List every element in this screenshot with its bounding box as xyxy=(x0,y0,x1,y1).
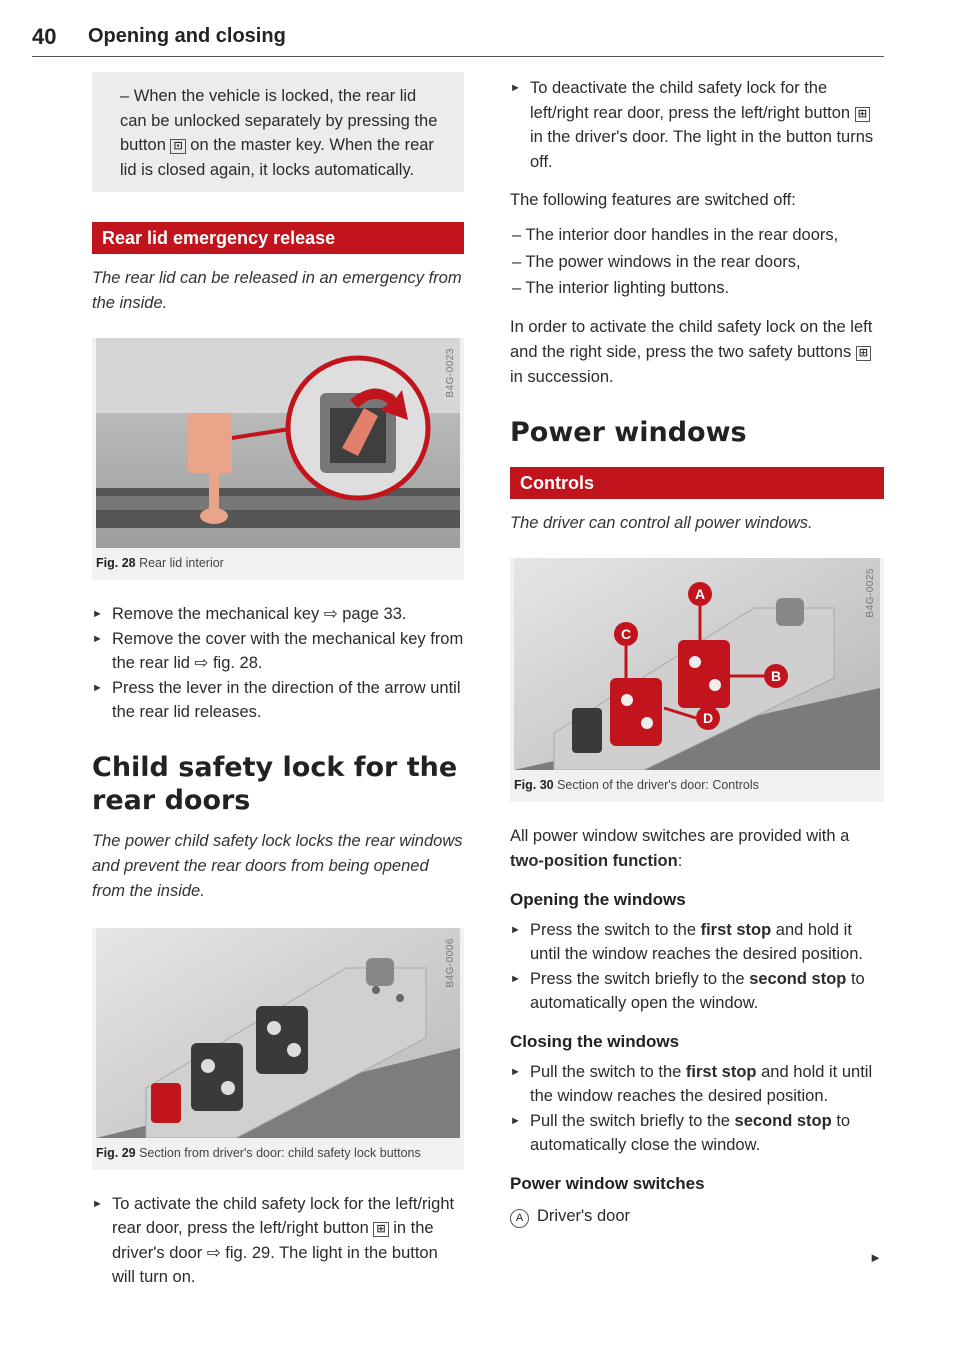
rear-lid-key-icon: ⊡ xyxy=(170,139,185,154)
power-window-controls-illustration xyxy=(514,558,880,770)
page-header xyxy=(32,22,884,57)
page-number: 40 xyxy=(32,24,57,49)
callout-b: B xyxy=(770,667,782,684)
callout-d: D xyxy=(702,709,714,726)
figure-29 xyxy=(92,928,464,1170)
features-intro: The following features are switched off: xyxy=(510,191,796,209)
emergency-release-heading: Rear lid emergency release xyxy=(92,222,464,254)
step-item: ► Remove the cover with the mechanical key from the rear lid ⇨ fig. 28. xyxy=(92,627,464,676)
figure-29-caption: Fig. 29 Section from driver's door: child safety lock buttons xyxy=(92,1138,464,1170)
deactivate-step: ► To deactivate the child safety lock for the left/right rear door, press the left/right button ⊞ in the driver's door. The light in the button turns off. xyxy=(510,76,884,174)
controls-heading: Controls xyxy=(510,467,884,499)
deactivate-steps xyxy=(510,76,884,174)
closing-step: ► Pull the switch briefly to the second stop to automatically close the window. xyxy=(510,1109,884,1158)
figure-code: B4G-0023 xyxy=(445,348,456,398)
two-position-text: All power window switches are provided with a two-position function: xyxy=(510,826,850,870)
both-sides-text: In order to activate the child safety lock on the left and the right side, press the two safety buttons ⊞ in succession. xyxy=(510,317,873,386)
activate-steps xyxy=(92,1192,464,1290)
feature-item: – The interior door handles in the rear doors, xyxy=(512,226,839,244)
opening-step: ► Press the switch briefly to the second stop to automatically open the window. xyxy=(510,967,884,1016)
power-windows-heading: Power windows xyxy=(510,416,747,448)
child-safety-lock-illustration xyxy=(96,928,460,1138)
note-text: – When the vehicle is locked, the rear lid can be unlocked separately by pressing the button ⊡ on the master key. When the rear lid is closed again, it locks automatically. xyxy=(120,87,438,179)
figure-code: B4G-0025 xyxy=(865,567,876,618)
section-title: Opening and closing xyxy=(88,25,286,47)
opening-step: ► Press the switch to the first stop and hold it until the window reaches the desired position. xyxy=(510,918,884,967)
figure-28-caption: Fig. 28 Rear lid interior xyxy=(92,548,464,580)
closing-step: ► Pull the switch to the first stop and hold it until the window reaches the desired position. xyxy=(510,1060,884,1109)
child-lock-button-icon: ⊞ xyxy=(373,1222,388,1237)
legend-a-badge: A xyxy=(510,1209,529,1228)
child-lock-heading: Child safety lock for the rear doors xyxy=(92,751,458,816)
left-column xyxy=(92,60,464,1290)
emergency-steps xyxy=(92,602,464,725)
right-column xyxy=(510,60,884,1229)
switches-heading: Power window switches xyxy=(510,1173,705,1193)
callout-a: A xyxy=(694,585,706,602)
step-item: ► Remove the mechanical key ⇨ page 33. xyxy=(92,602,464,627)
step-item: ► Press the lever in the direction of the arrow until the rear lid releases. xyxy=(92,676,464,725)
controls-intro: The driver can control all power windows. xyxy=(510,513,813,532)
feature-item: – The power windows in the rear doors, xyxy=(512,252,801,271)
callout-c: C xyxy=(620,625,632,642)
opening-heading: Opening the windows xyxy=(510,889,686,909)
legend-a: A Driver's door xyxy=(510,1204,884,1229)
feature-item: – The interior lighting buttons. xyxy=(512,279,730,297)
figure-code: B4G-0006 xyxy=(445,937,456,988)
child-lock-button-icon: ⊞ xyxy=(855,107,870,122)
continue-arrow-icon: ► xyxy=(869,1250,882,1265)
closing-steps xyxy=(510,1060,884,1158)
figure-30 xyxy=(510,558,884,802)
closing-heading: Closing the windows xyxy=(510,1031,680,1051)
rear-lid-interior-illustration xyxy=(96,338,460,548)
emergency-intro: The rear lid can be released in an emergency from the inside. xyxy=(92,269,462,312)
features-list xyxy=(510,223,884,301)
child-lock-intro: The power child safety lock locks the rear windows and prevent the rear doors from being opened from the inside. xyxy=(92,831,463,900)
opening-steps xyxy=(510,918,884,1016)
note-box xyxy=(92,72,464,192)
figure-30-caption: Fig. 30 Section of the driver's door: Controls xyxy=(510,770,884,802)
activate-step: ► To activate the child safety lock for the left/right rear door, press the left/right button ⊞ in the driver's door ⇨ fig. 29. The light in the button will turn on. xyxy=(92,1192,464,1290)
figure-28 xyxy=(92,338,464,580)
child-lock-button-icon: ⊞ xyxy=(856,346,871,361)
